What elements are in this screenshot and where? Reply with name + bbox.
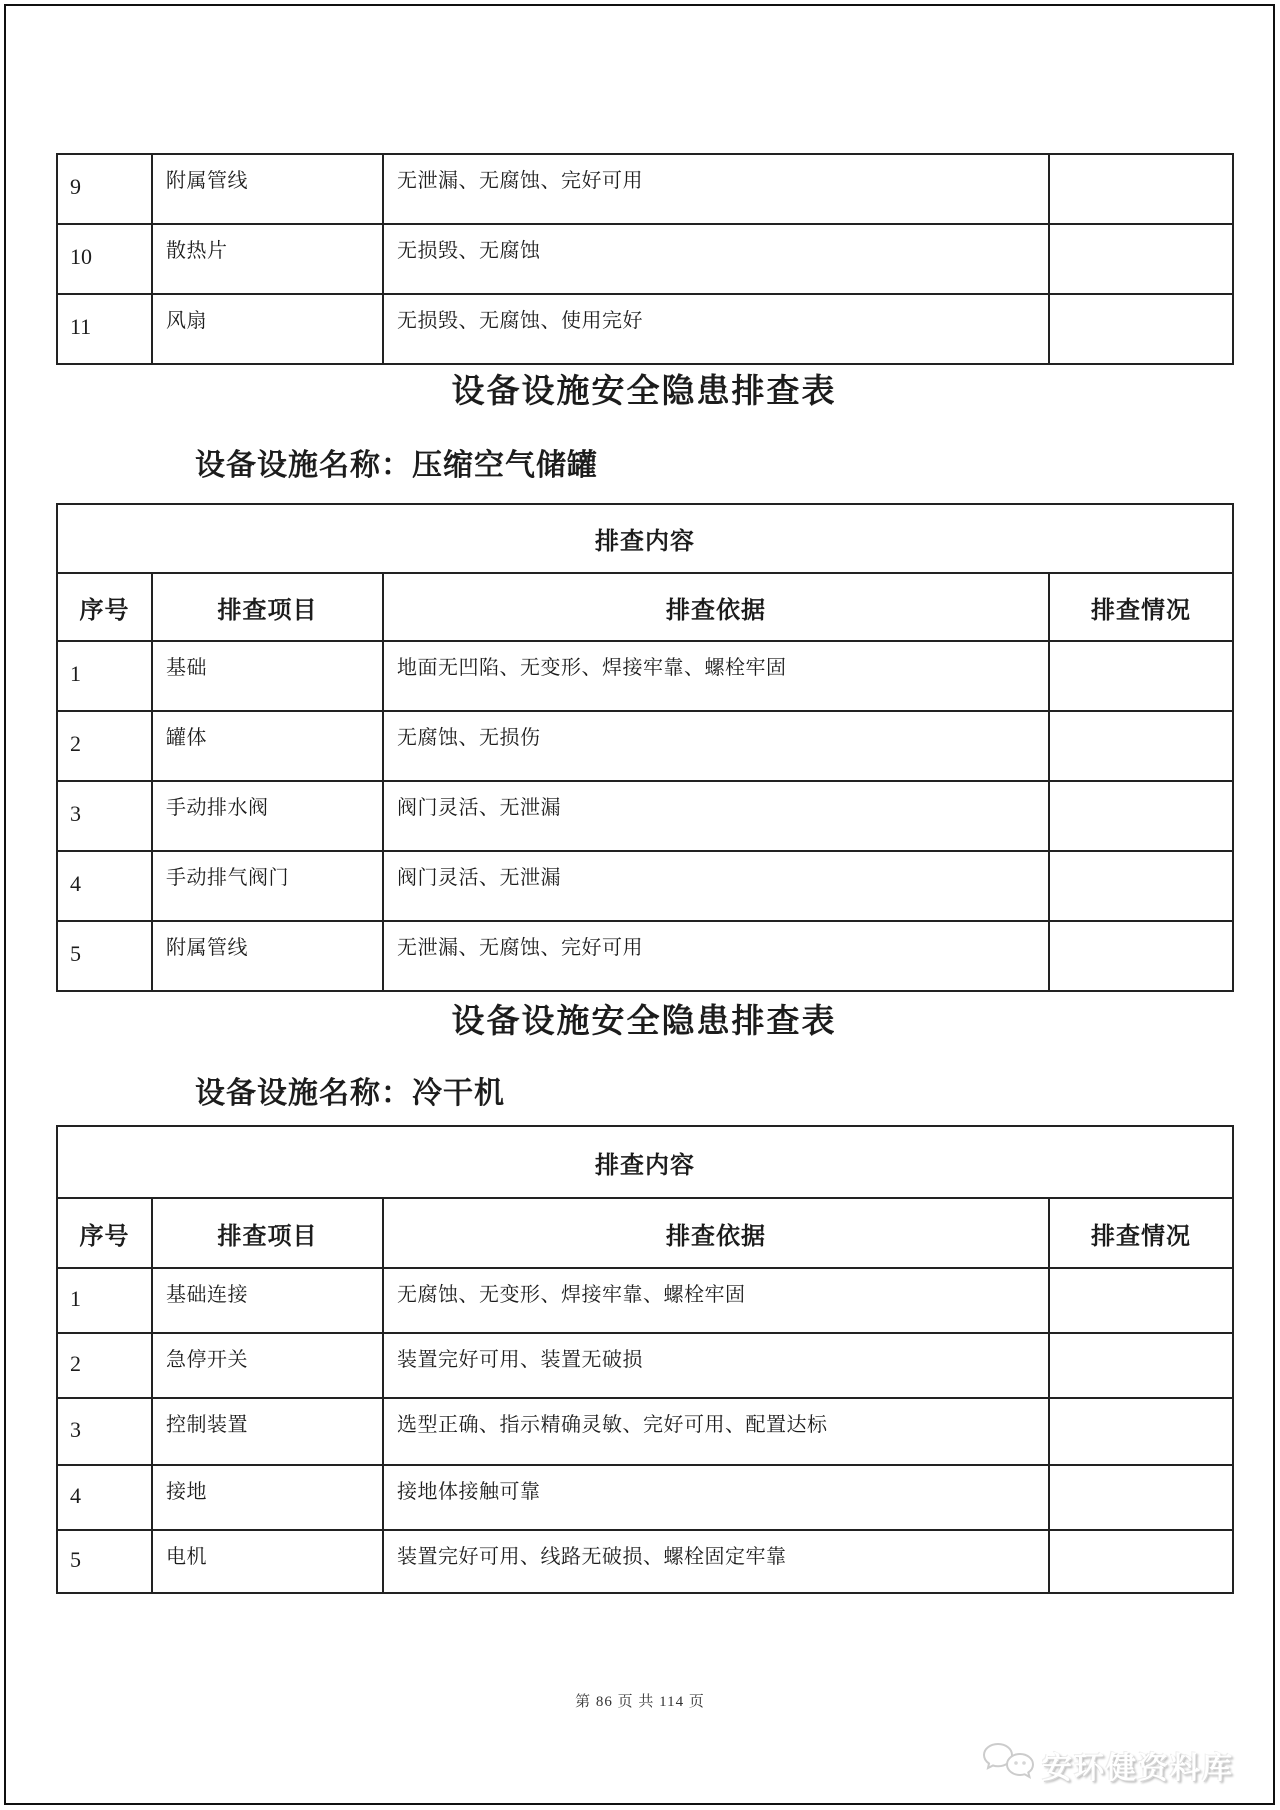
basis-cell: 地面无凹陷、无变形、焊接牢靠、螺栓牢固 (383, 641, 1049, 711)
table-row (57, 851, 1233, 921)
item-cell: 风扇 (152, 294, 383, 364)
banner-row (57, 1126, 1233, 1198)
basis-cell: 无损毁、无腐蚀 (383, 224, 1049, 294)
watermark-text: 安环健资料库 (1042, 1751, 1234, 1785)
section-title: 设备设施安全隐患排查表 (451, 374, 837, 410)
status-cell (1049, 781, 1233, 851)
serial-cell: 3 (57, 1398, 152, 1465)
table-row (57, 1530, 1233, 1593)
table-banner: 排查内容 (57, 504, 1233, 573)
col-header-basis: 排查依据 (383, 1198, 1049, 1268)
item-cell: 手动排气阀门 (152, 851, 383, 921)
item-cell: 手动排水阀 (152, 781, 383, 851)
status-cell (1049, 851, 1233, 921)
basis-cell: 无损毁、无腐蚀、使用完好 (383, 294, 1049, 364)
item-cell: 基础 (152, 641, 383, 711)
item-cell: 接地 (152, 1465, 383, 1530)
status-cell (1049, 224, 1233, 294)
equipment-name-label: 设备设施名称：压缩空气储罐 (195, 449, 598, 482)
table-banner: 排查内容 (57, 1126, 1233, 1198)
item-cell: 基础连接 (152, 1268, 383, 1333)
equipment-name-label: 设备设施名称：冷干机 (195, 1077, 505, 1110)
status-cell (1049, 1398, 1233, 1465)
col-header-status: 排查情况 (1049, 1198, 1233, 1268)
serial-cell: 4 (57, 851, 152, 921)
table-row (57, 921, 1233, 991)
wechat-bubbles-icon (982, 1740, 1036, 1789)
serial-cell: 10 (57, 224, 152, 294)
table-row (57, 641, 1233, 711)
item-cell: 附属管线 (152, 154, 383, 224)
table-row (57, 1465, 1233, 1530)
status-cell (1049, 294, 1233, 364)
col-header-status: 排查情况 (1049, 573, 1233, 641)
section-title: 设备设施安全隐患排查表 (451, 1004, 837, 1040)
serial-cell: 4 (57, 1465, 152, 1530)
basis-cell: 选型正确、指示精确灵敏、完好可用、配置达标 (383, 1398, 1049, 1465)
serial-cell: 2 (57, 711, 152, 781)
col-header-serial: 序号 (57, 1198, 152, 1268)
table-row (57, 781, 1233, 851)
inspection-table (56, 503, 1234, 992)
inspection-table (56, 1125, 1234, 1594)
serial-cell: 1 (57, 1268, 152, 1333)
basis-cell: 装置完好可用、线路无破损、螺栓固定牢靠 (383, 1530, 1049, 1593)
table-row (57, 1398, 1233, 1465)
serial-cell: 5 (57, 1530, 152, 1593)
status-cell (1049, 711, 1233, 781)
page-number: 第 86 页 共 114 页 (575, 1694, 705, 1710)
item-cell: 电机 (152, 1530, 383, 1593)
item-cell: 散热片 (152, 224, 383, 294)
basis-cell: 无泄漏、无腐蚀、完好可用 (383, 154, 1049, 224)
serial-cell: 5 (57, 921, 152, 991)
basis-cell: 无泄漏、无腐蚀、完好可用 (383, 921, 1049, 991)
col-header-item: 排查项目 (152, 1198, 383, 1268)
table-row (57, 294, 1233, 364)
table-row (57, 1333, 1233, 1398)
table-row (57, 154, 1233, 224)
basis-cell: 装置完好可用、装置无破损 (383, 1333, 1049, 1398)
item-cell: 附属管线 (152, 921, 383, 991)
item-cell: 急停开关 (152, 1333, 383, 1398)
col-header-basis: 排查依据 (383, 573, 1049, 641)
status-cell (1049, 1530, 1233, 1593)
basis-cell: 阀门灵活、无泄漏 (383, 781, 1049, 851)
status-cell (1049, 641, 1233, 711)
banner-row (57, 504, 1233, 573)
serial-cell: 9 (57, 154, 152, 224)
watermark (982, 1740, 1234, 1789)
header-row (57, 1198, 1233, 1268)
col-header-item: 排查项目 (152, 573, 383, 641)
status-cell (1049, 1268, 1233, 1333)
item-cell: 罐体 (152, 711, 383, 781)
table-row (57, 1268, 1233, 1333)
status-cell (1049, 921, 1233, 991)
serial-cell: 11 (57, 294, 152, 364)
header-row (57, 573, 1233, 641)
col-header-serial: 序号 (57, 573, 152, 641)
table-row (57, 711, 1233, 781)
basis-cell: 接地体接触可靠 (383, 1465, 1049, 1530)
basis-cell: 无腐蚀、无损伤 (383, 711, 1049, 781)
serial-cell: 1 (57, 641, 152, 711)
item-cell: 控制装置 (152, 1398, 383, 1465)
status-cell (1049, 1333, 1233, 1398)
inspection-table-continued (56, 153, 1234, 365)
basis-cell: 阀门灵活、无泄漏 (383, 851, 1049, 921)
status-cell (1049, 1465, 1233, 1530)
serial-cell: 3 (57, 781, 152, 851)
serial-cell: 2 (57, 1333, 152, 1398)
status-cell (1049, 154, 1233, 224)
table-row (57, 224, 1233, 294)
basis-cell: 无腐蚀、无变形、焊接牢靠、螺栓牢固 (383, 1268, 1049, 1333)
